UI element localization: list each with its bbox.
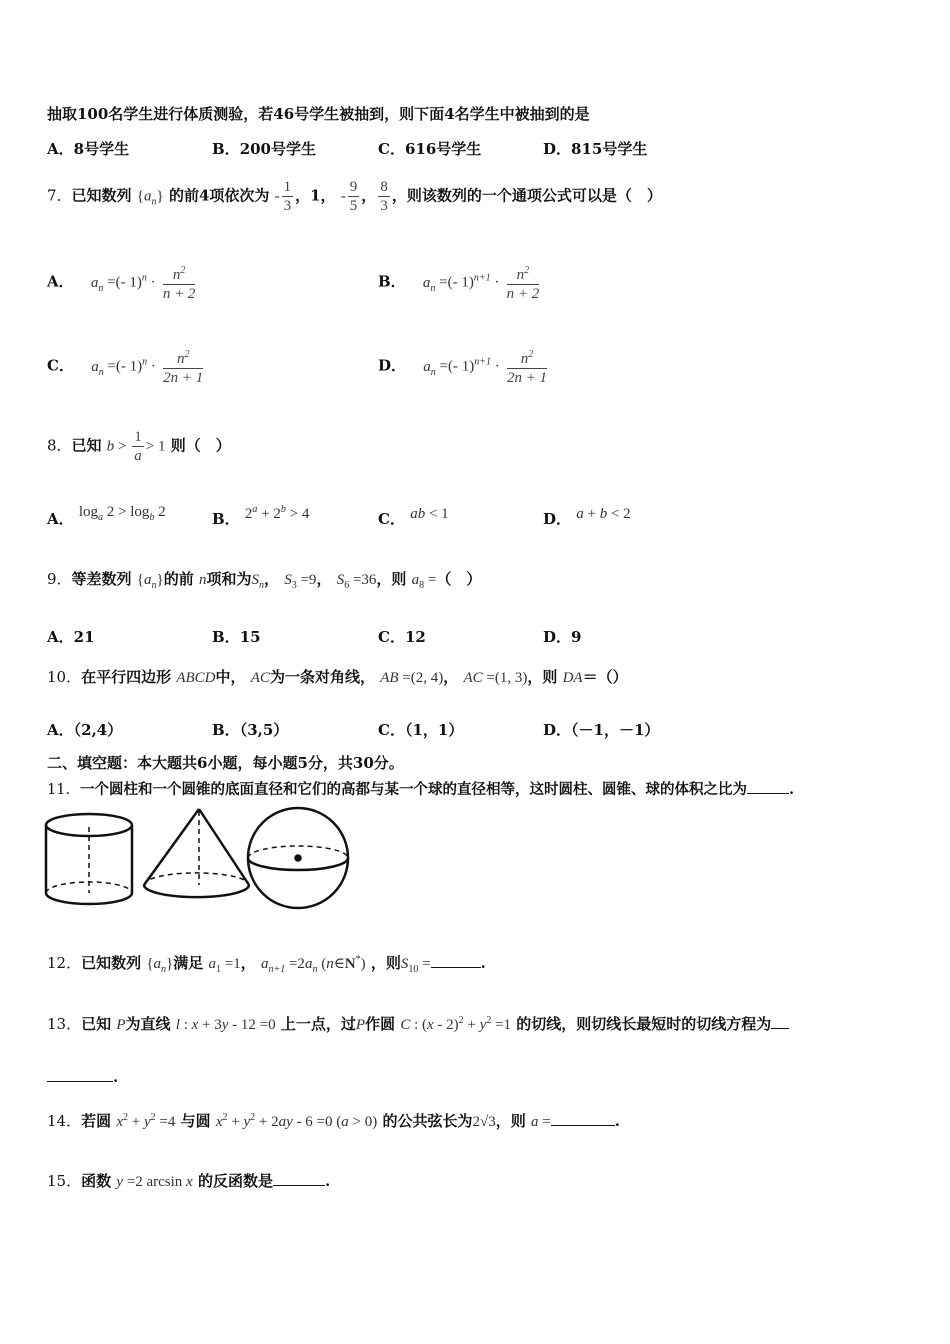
q10-option-a[interactable]: A．（2,4） — [47, 721, 123, 739]
q10-option-b[interactable]: B．（3,5） — [212, 721, 289, 739]
q14-blank[interactable] — [551, 1113, 615, 1126]
q8-stem: 8．已知 b > $\frac{1}{a}$ > 1 则（ ） — [47, 429, 231, 464]
q7-option-a[interactable]: A． $a_n$ =(- 1)$^n$ · $\frac{n^2}{n + 2}$ — [47, 262, 197, 303]
q9-stem: 9．等差数列 $\{a_n\}$的前 n项和为$S_n$， $S_3 =9$， $S_6 =36$，则 $a_8$ =（ ） — [47, 570, 482, 591]
q13-blank-line2[interactable] — [47, 1069, 113, 1082]
q7-option-c[interactable]: C． $a_n$ =(- 1)$^n$ · $\frac{n^2}{2n + 1}$ — [47, 346, 205, 387]
q10-stem: 10．在平行四边形 ABCD中， AC为一条对角线， AB =(2, 4)， AC =(1, 3)，则 DA＝（） — [47, 668, 628, 686]
q9-option-c[interactable]: C．12 — [378, 628, 426, 646]
q6-option-d[interactable]: D．815号学生 — [543, 140, 648, 158]
q6-option-b[interactable]: B．200号学生 — [212, 140, 316, 158]
q10-option-c[interactable]: C．（1，1） — [378, 721, 464, 739]
q8-option-b[interactable]: B． $2^a + 2^b > 4$ — [212, 504, 310, 528]
q12-blank[interactable] — [431, 955, 481, 968]
q6-option-a[interactable]: A．8号学生 — [47, 140, 130, 158]
solids-figure — [44, 805, 356, 915]
section-heading: 二、填空题：本大题共6小题，每小题5分，共30分。 — [47, 754, 404, 772]
q11-blank[interactable] — [747, 781, 789, 794]
q15-blank[interactable] — [273, 1173, 325, 1186]
q6-option-c[interactable]: C．616号学生 — [378, 140, 482, 158]
q13-stem: 13．已知 P为直线 l : x + 3y - 12 =0 上一点，过P作圆 C : $(x - 2)^2 + y^2 =1$ 的切线，则切线长最短时的切线方程为 — [47, 1013, 789, 1034]
q12-stem: 12．已知数列 $\{a_n\}$满足 $a_1 =1$， $a_{n+1} =2a_n$ (n∈N*) ，则$S_{10}$ = . — [47, 954, 486, 975]
q10-option-d[interactable]: D．（－1，－1） — [543, 721, 660, 739]
cylinder-figure — [46, 814, 132, 904]
sphere-figure — [248, 808, 348, 908]
q8-option-c[interactable]: C． ab < 1 — [378, 506, 449, 528]
q8-option-a[interactable]: A． $\log_a 2 > \log_b 2$ — [47, 504, 166, 528]
cone-figure — [144, 809, 249, 897]
q6-stem: 抽取100名学生进行体质测验，若46号学生被抽到，则下面4名学生中被抽到的是 — [47, 105, 590, 123]
q9-option-d[interactable]: D．9 — [543, 628, 582, 646]
q9-option-a[interactable]: A．21 — [47, 628, 95, 646]
q15-stem: 15．函数 y =2 arcsin x 的反函数是 . — [47, 1172, 331, 1190]
q8-option-d[interactable]: D． a + b < 2 — [543, 506, 631, 528]
q13-blank[interactable] — [771, 1016, 789, 1029]
q7-option-b[interactable]: B． $a_n$ =(- 1)$^{n+1}$ · $\frac{n^2}{n + 2}$ — [378, 262, 541, 303]
q9-option-b[interactable]: B．15 — [212, 628, 261, 646]
q7-option-d[interactable]: D． $a_n$ =(- 1)$^{n+1}$ · $\frac{n^2}{2n + 1}$ — [378, 346, 549, 387]
q14-stem: 14．若圆 $x^2 + y^2 =4$ 与圆 $x^2 + y^2 + 2ay - 6 =0$ (a > 0) 的公共弦长为2√3，则 a = . — [47, 1112, 620, 1130]
q11-stem: 11．一个圆柱和一个圆锥的底面直径和它们的高都与某一个球的直径相等，这时圆柱、圆锥、球的体积之比为 . — [47, 781, 795, 798]
q7-stem: 7．已知数列 $\{a_n\}$ 的前4项依次为 - $\frac{1}{3}$ ，1， - $\frac{9}{5}$ ， $\frac{8}{3}$ ，则该数列的一个通项公式可以是（ ） — [47, 179, 662, 214]
q13-blank-cont: . — [47, 1068, 118, 1086]
